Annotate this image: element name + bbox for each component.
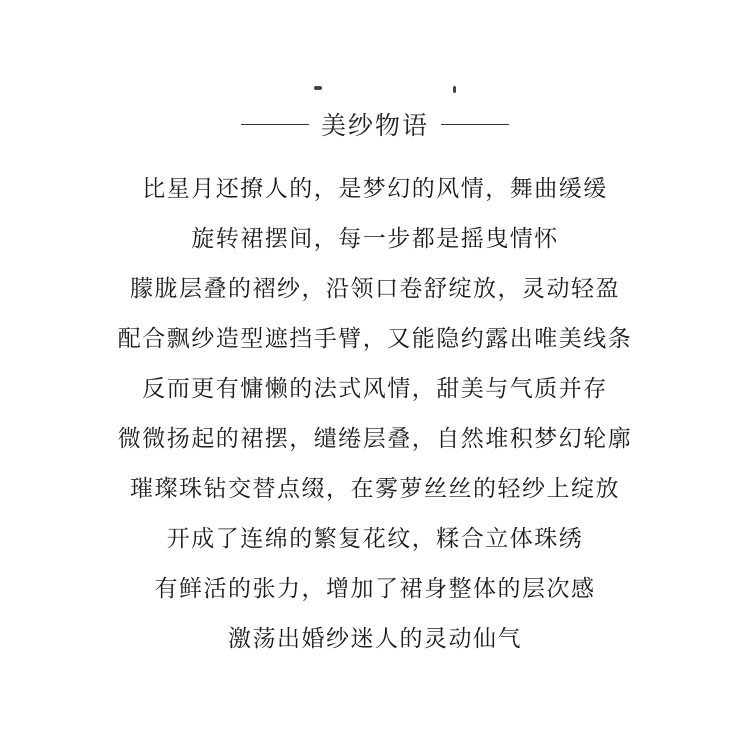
heading-rule-left — [241, 124, 309, 125]
cropped-glyph-mark — [453, 86, 456, 93]
poem-line: 璀璨珠钻交替点缀，在雾萝丝丝的轻纱上绽放 — [130, 476, 620, 502]
section-title: 美纱物语 — [320, 111, 429, 140]
poem-line: 配合飘纱造型遮挡手臂，又能隐约露出唯美线条 — [117, 326, 633, 352]
poem-line: 比星月还撩人的，是梦幻的风情，舞曲缓缓 — [142, 176, 608, 202]
poem-line: 激荡出婚纱迷人的灵动仙气 — [228, 626, 522, 652]
cropped-text-fragment — [0, 82, 750, 96]
poem-line: 有鲜活的张力，增加了裙身整体的层次感 — [154, 576, 596, 602]
poem-block — [0, 164, 750, 664]
poem-line: 朦胧层叠的褶纱，沿领口卷舒绽放，灵动轻盈 — [130, 276, 620, 302]
poem-line: 反而更有慵懒的法式风情，甜美与气质并存 — [142, 376, 608, 402]
poem-line: 旋转裙摆间，每一步都是摇曳情怀 — [191, 226, 559, 252]
section-heading — [0, 106, 750, 142]
poem-line: 开成了连绵的繁复花纹，糅合立体珠绣 — [166, 526, 584, 552]
cropped-glyph-mark — [314, 86, 322, 90]
heading-rule-right — [441, 124, 509, 125]
poem-line: 微微扬起的裙摆，缱绻层叠，自然堆积梦幻轮廓 — [117, 426, 633, 452]
